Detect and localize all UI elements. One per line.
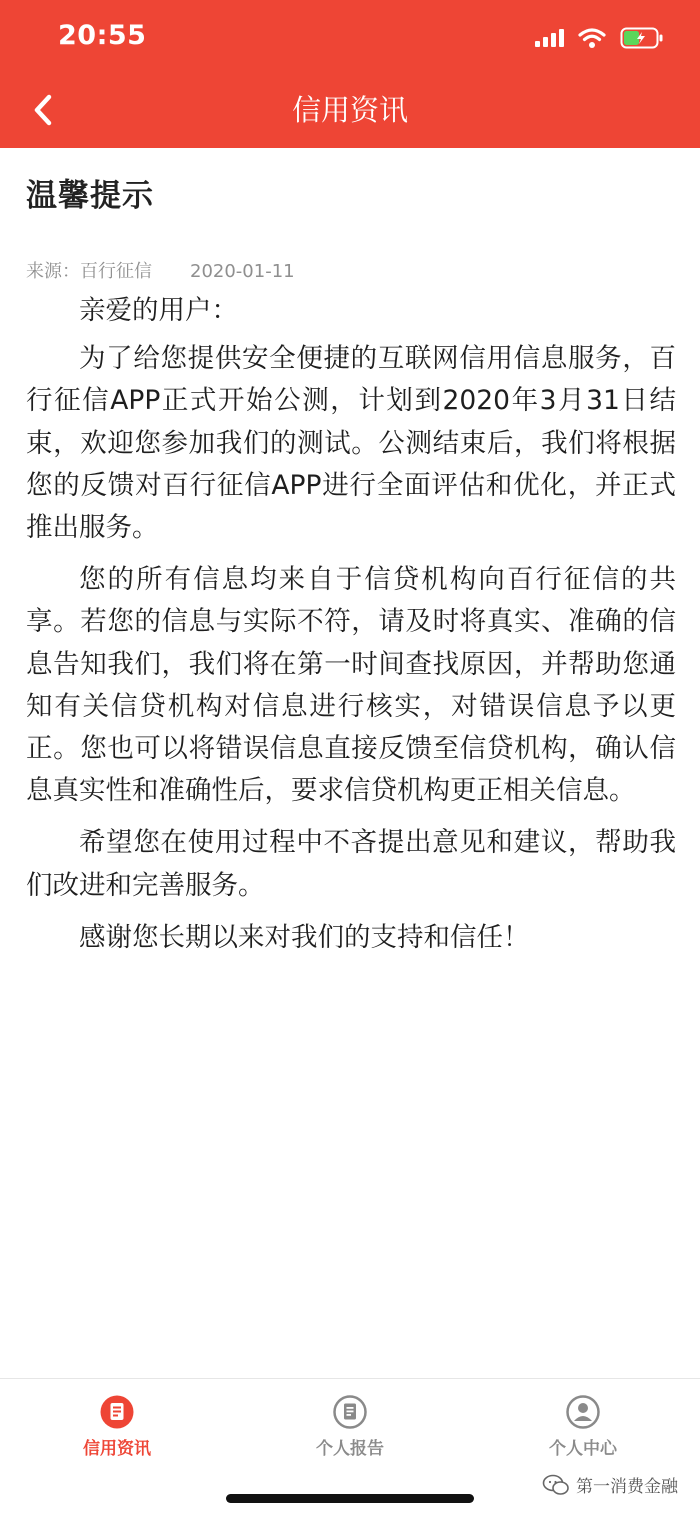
wechat-icon [542,1474,570,1496]
report-icon [333,1395,367,1429]
status-icons [534,24,664,52]
article-body [26,290,676,969]
article-date: 2020-01-11 [190,261,295,282]
watermark [542,1472,678,1497]
home-indicator[interactable] [226,1494,474,1503]
status-time: 20:55 [58,20,147,51]
wifi-icon [578,27,606,49]
tab-credit-news[interactable] [37,1395,197,1459]
tab-personal-report[interactable] [270,1395,430,1459]
article-paragraph: 您的所有信息均来自于信贷机构向百行征信的共享。若您的信息与实际不符，请及时将真实、准确的信息告知我们，我们将在第一时间查找原因，并帮助您通知有关信贷机构对信息进行核实，对错误信息予以更正。您也可以将错误信息直接反馈至信贷机构，确认信息真实性和准确性后，要求信贷机构更正相关信息。 [26,564,676,807]
watermark-text: 第一消费金融 [576,1477,678,1497]
article-paragraph: 感谢您长期以来对我们的支持和信任！ [79,921,530,953]
tab-label: 信用资讯 [83,1439,151,1459]
battery-icon [620,26,664,50]
tab-label: 个人报告 [316,1439,384,1459]
article-paragraph: 亲爱的用户： [79,295,238,326]
article-title: 温馨提示 [26,178,154,214]
article-paragraph: 希望您在使用过程中不吝提出意见和建议，帮助我们改进和完善服务。 [26,827,676,901]
nav-title: 信用资讯 [291,93,408,127]
app-header [0,0,700,148]
article-paragraph: 为了给您提供安全便捷的互联网信用信息服务，百行征信APP正式开始公测，计划到2020年3月31日结束，欢迎您参加我们的测试。公测结束后，我们将根据您的反馈对百行征信APP进行全面评估和优化，并正式推出服务。 [26,343,676,544]
article-meta [26,257,295,283]
cellular-signal-icon [534,28,564,48]
tab-label: 个人中心 [549,1439,617,1459]
news-icon [100,1395,134,1429]
tab-personal-center[interactable] [503,1395,663,1459]
article-source: 来源：百行征信 [26,261,152,282]
profile-icon [566,1395,600,1429]
